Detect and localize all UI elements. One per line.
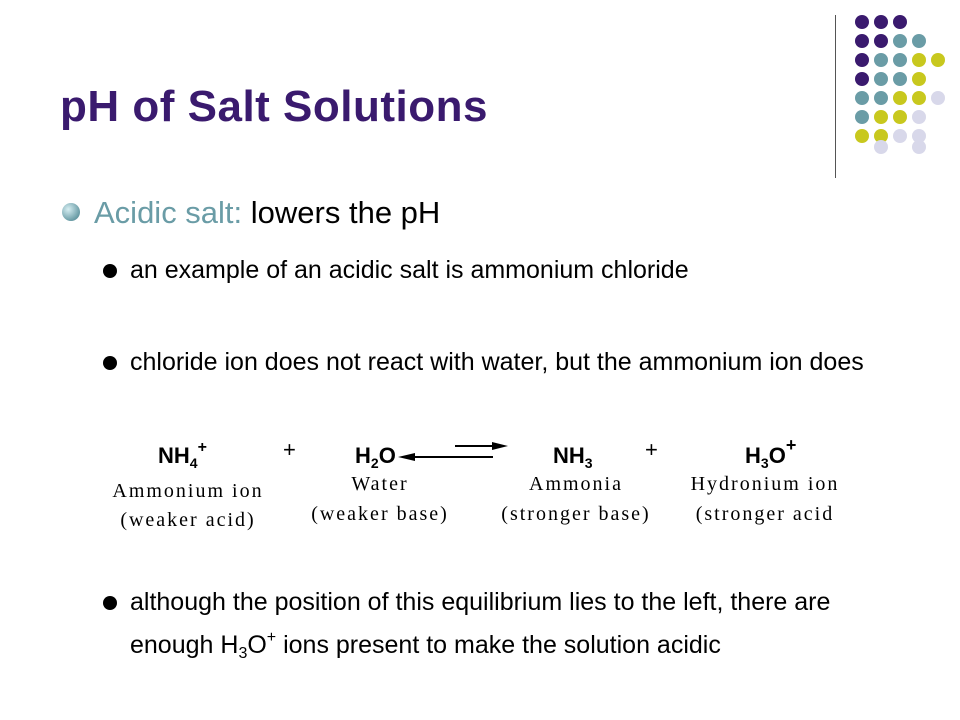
black-dot-bullet-icon	[103, 596, 117, 610]
species-formula-ammonia: $NH_3$	[553, 443, 593, 471]
species-label-ammonium: Ammonium ion	[112, 480, 264, 502]
bullet-text: lowers the pH	[242, 195, 441, 230]
plus-sign: +	[283, 437, 296, 462]
plus-sign: +	[645, 437, 658, 462]
equilibrium-arrows-icon	[398, 442, 508, 461]
species-desc-water: (weaker base)	[311, 503, 449, 525]
species-label-ammonia: Ammonia	[529, 473, 623, 495]
sub-bullet-equilibrium	[100, 585, 905, 671]
species-desc-ammonium: (weaker acid)	[120, 509, 256, 531]
page-title: pH of Salt Solutions	[60, 82, 488, 131]
species-formula-water: $H_2O$	[355, 443, 396, 471]
species-desc-hydronium: (stronger acid	[695, 503, 835, 525]
species-formula-ammonium: $NH_4^+$	[158, 439, 207, 471]
sub-bullet-text: although the position of this equilibrium lies to the left, there are enough $H_3O^+$ ions present to make the solution acidic	[130, 588, 831, 662]
species-desc-ammonia: (stronger base)	[501, 503, 651, 525]
bullet-keyword: Acidic salt:	[94, 195, 243, 230]
species-label-hydronium: Hydronium ion	[690, 473, 840, 495]
species-formula-hydronium: $H_3O^+$	[745, 435, 797, 471]
sub-bullet-text: an example of an acidic salt is ammonium chloride	[130, 256, 689, 284]
sub-bullet-text: chloride ion does not react with water, but the ammonium ion does	[130, 348, 864, 376]
species-label-water: Water	[351, 473, 409, 495]
